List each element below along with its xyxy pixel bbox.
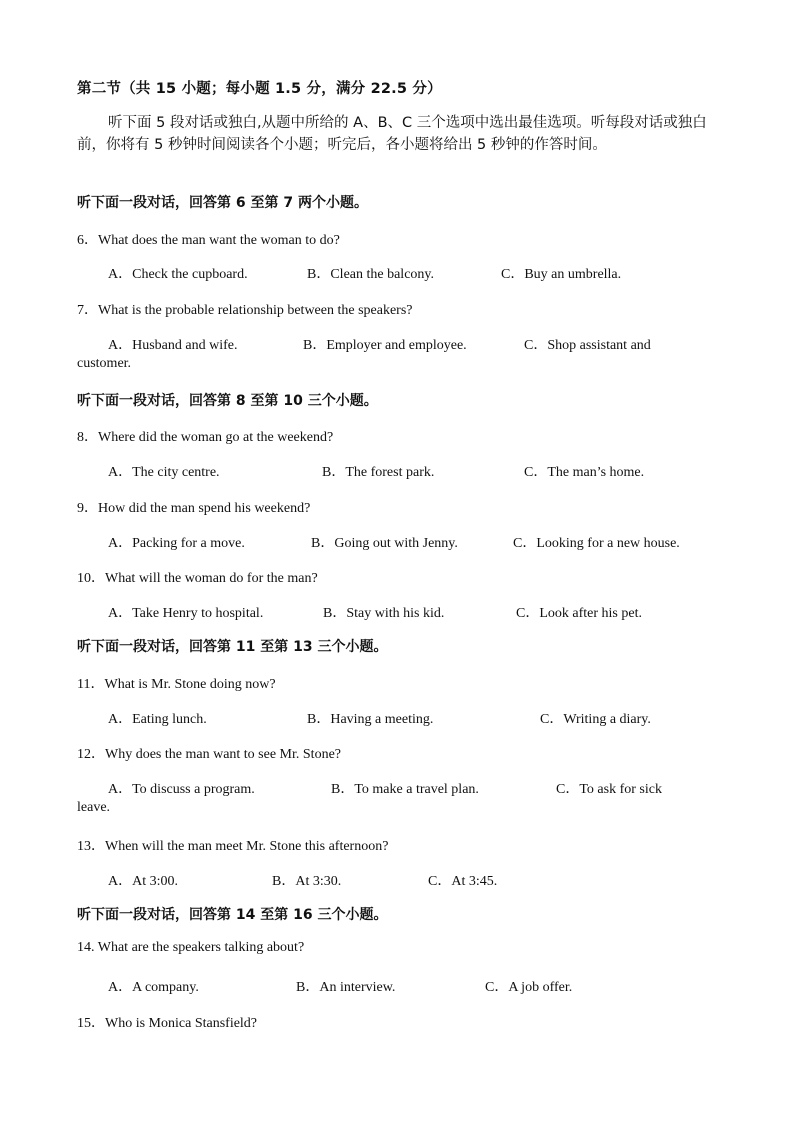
- question-10-options: [77, 602, 717, 624]
- option-c[interactable]: C．The man’s home.: [524, 465, 645, 480]
- question-13: 13．When will the man meet Mr. Stone this afternoon?: [77, 839, 389, 854]
- option-c[interactable]: C．Shop assistant and: [524, 338, 651, 353]
- option-b[interactable]: B．Clean the balcony.: [307, 267, 435, 282]
- option-c[interactable]: C．A job offer.: [485, 980, 573, 995]
- option-b[interactable]: B．The forest park.: [322, 465, 435, 480]
- option-b[interactable]: B．Having a meeting.: [307, 712, 434, 727]
- option-b[interactable]: B．Employer and employee.: [303, 338, 467, 353]
- option-c[interactable]: C．Writing a diary.: [540, 712, 651, 727]
- question-7-options: [77, 334, 717, 356]
- group-heading: 听下面一段对话，回答第 14 至第 16 三个小题。: [77, 907, 388, 923]
- question-6-options: [77, 263, 717, 285]
- option-a[interactable]: A．Check the cupboard.: [108, 267, 248, 282]
- option-c[interactable]: C．To ask for sick: [556, 782, 662, 797]
- option-continuation: customer.: [77, 356, 132, 371]
- question-12-options: [77, 778, 717, 800]
- option-c[interactable]: C．Buy an umbrella.: [501, 267, 622, 282]
- option-c[interactable]: C．Look after his pet.: [516, 606, 642, 621]
- option-a[interactable]: A．Eating lunch.: [108, 712, 207, 727]
- option-b[interactable]: B．Stay with his kid.: [323, 606, 445, 621]
- question-13-options: [77, 870, 717, 892]
- option-c[interactable]: C．Looking for a new house.: [513, 536, 680, 551]
- option-a[interactable]: A．At 3:00.: [108, 874, 178, 889]
- question-9-options: [77, 532, 717, 554]
- question-14: 14. What are the speakers talking about?: [77, 940, 305, 955]
- option-a[interactable]: A．Packing for a move.: [108, 536, 245, 551]
- question-15: 15．Who is Monica Stansfield?: [77, 1016, 258, 1031]
- question-11-options: [77, 708, 717, 730]
- group-heading: 听下面一段对话，回答第 11 至第 13 三个小题。: [77, 639, 388, 655]
- question-8: 8．Where did the woman go at the weekend?: [77, 430, 334, 445]
- option-b[interactable]: B．To make a travel plan.: [331, 782, 479, 797]
- question-6: 6．What does the man want the woman to do?: [77, 233, 340, 248]
- option-a[interactable]: A．To discuss a program.: [108, 782, 255, 797]
- question-14-options: [77, 976, 717, 998]
- question-12: 12．Why does the man want to see Mr. Stone?: [77, 747, 342, 762]
- option-a[interactable]: A．Take Henry to hospital.: [108, 606, 264, 621]
- question-7: 7．What is the probable relationship between the speakers?: [77, 303, 413, 318]
- option-a[interactable]: A．The city centre.: [108, 465, 220, 480]
- group-heading: 听下面一段对话，回答第 6 至第 7 两个小题。: [77, 195, 368, 211]
- option-c[interactable]: C．At 3:45.: [428, 874, 498, 889]
- section-title: 第二节（共 15 小题；每小题 1.5 分，满分 22.5 分）: [77, 81, 442, 97]
- option-b[interactable]: B．At 3:30.: [272, 874, 342, 889]
- option-b[interactable]: B．An interview.: [296, 980, 396, 995]
- question-9: 9．How did the man spend his weekend?: [77, 501, 311, 516]
- option-continuation: leave.: [77, 800, 111, 815]
- group-heading: 听下面一段对话，回答第 8 至第 10 三个小题。: [77, 393, 378, 409]
- question-10: 10．What will the woman do for the man?: [77, 571, 318, 586]
- question-8-options: [77, 461, 717, 483]
- option-a[interactable]: A．A company.: [108, 980, 199, 995]
- section-instructions: 听下面 5 段对话或独白,从题中所给的 A、B、C 三个选项中选出最佳选项。听每段对话或独白前，你将有 5 秒钟时间阅读各个小题；听完后，各小题将给出 5 秒钟的作答时间。: [77, 115, 707, 153]
- option-b[interactable]: B．Going out with Jenny.: [311, 536, 458, 551]
- question-11: 11．What is Mr. Stone doing now?: [77, 677, 276, 692]
- option-a[interactable]: A．Husband and wife.: [108, 338, 238, 353]
